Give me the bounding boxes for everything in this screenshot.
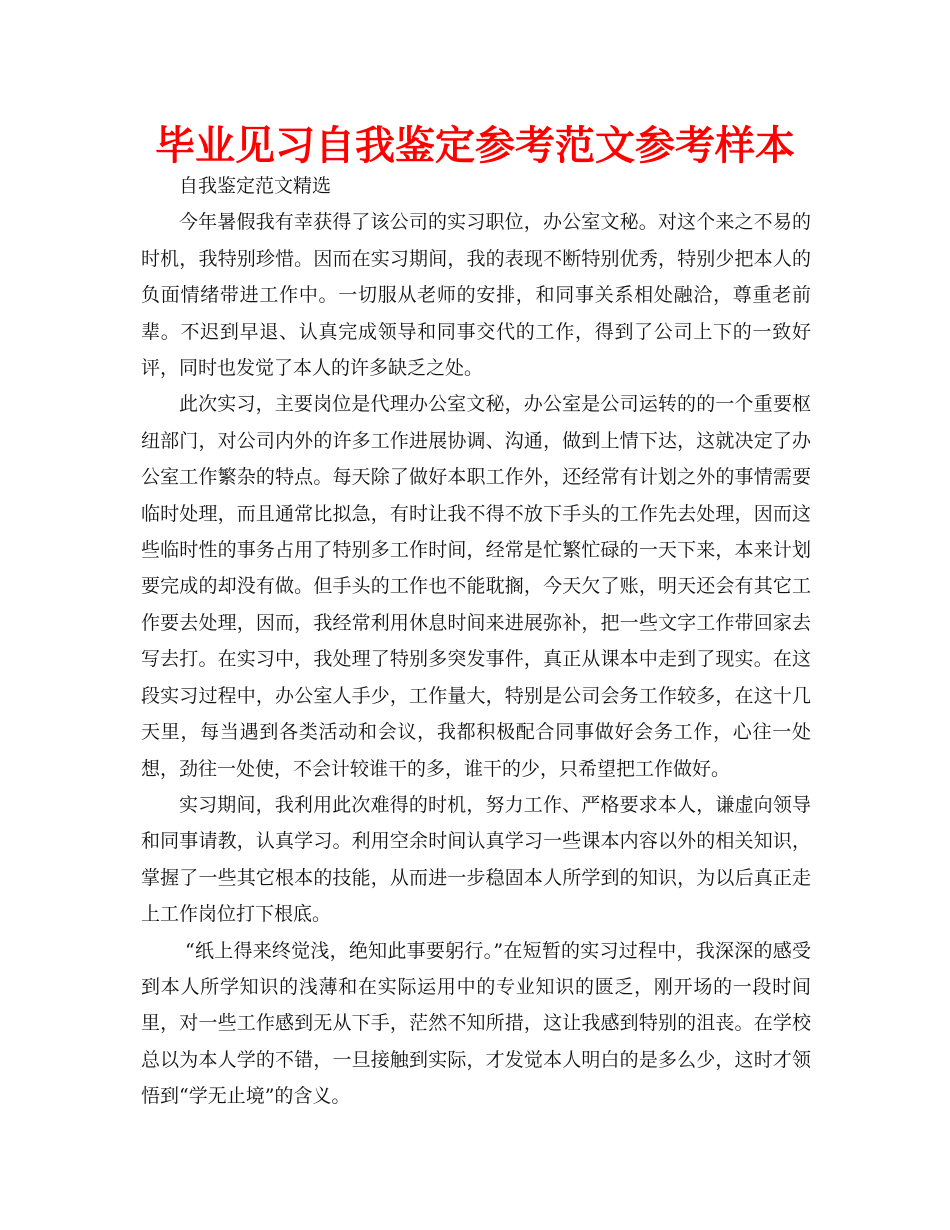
paragraph-1: 今年暑假我有幸获得了该公司的实习职位，办公室文秘。对这个来之不易的时机，我特别珍惜。因而在实习期间，我的表现不断特别优秀，特别少把本人的负面情绪带进工作中。一切服从老师的安排，和同事关系相处融洽，尊重老前辈。不迟到早退、认真完成领导和同事交代的工作，得到了公司上下的一致好评，同时也发觉了本人的许多缺乏之处。 — [141, 211, 811, 380]
paragraph-4: “纸上得来终觉浅，绝知此事要躬行。”在短暂的实习过程中，我深深的感受到本人所学知识的浅薄和在实际运用中的专业知识的匮乏，刚开场的一段时间里，对一些工作感到无从下手，茫然不知所措，这让我感到特别的沮丧。在学校总以为本人学的不错，一旦接触到实际，才发觉本人明白的是多么少，这时才领悟到“学无止境”的含义。 — [141, 939, 811, 1108]
document-title: 毕业见习自我鉴定参考范文参考样本 — [155, 123, 795, 169]
document-subtitle: 自我鉴定范文精选 — [179, 175, 332, 197]
paragraph-3: 实习期间，我利用此次难得的时机，努力工作、严格要求本人，谦虚向领导和同事请教，认真学习。利用空余时间认真学习一些课本内容以外的相关知识，掌握了一些其它根本的技能，从而进一步稳固本人所学到的知识，为以后真正走上工作岗位打下根底。 — [141, 793, 811, 926]
paragraph-2: 此次实习，主要岗位是代理办公室文秘，办公室是公司运转的的一个重要枢纽部门，对公司内外的许多工作进展协调、沟通，做到上情下达，这就决定了办公室工作繁杂的特点。每天除了做好本职工作外，还经常有计划之外的事情需要临时处理，而且通常比拟急，有时让我不得不放下手头的工作先去处理，因而这些临时性的事务占用了特别多工作时间，经常是忙繁忙碌的一天下来，本来计划要完成的却没有做。但手头的工作也不能耽搁，今天欠了账，明天还会有其它工作要去处理，因而，我经常利用休息时间来进展弥补，把一些文字工作带回家去写去打。在实习中，我处理了特别多突发事件，真正从课本中走到了现实。在这段实习过程中，办公室人手少，工作量大，特别是公司会务工作较多，在这十几天里，每当遇到各类活动和会议，我都积极配合同事做好会务工作，心往一处想，劲往一处使，不会计较谁干的多，谁干的少，只希望把工作做好。 — [141, 393, 811, 780]
document-body — [141, 168, 811, 1115]
